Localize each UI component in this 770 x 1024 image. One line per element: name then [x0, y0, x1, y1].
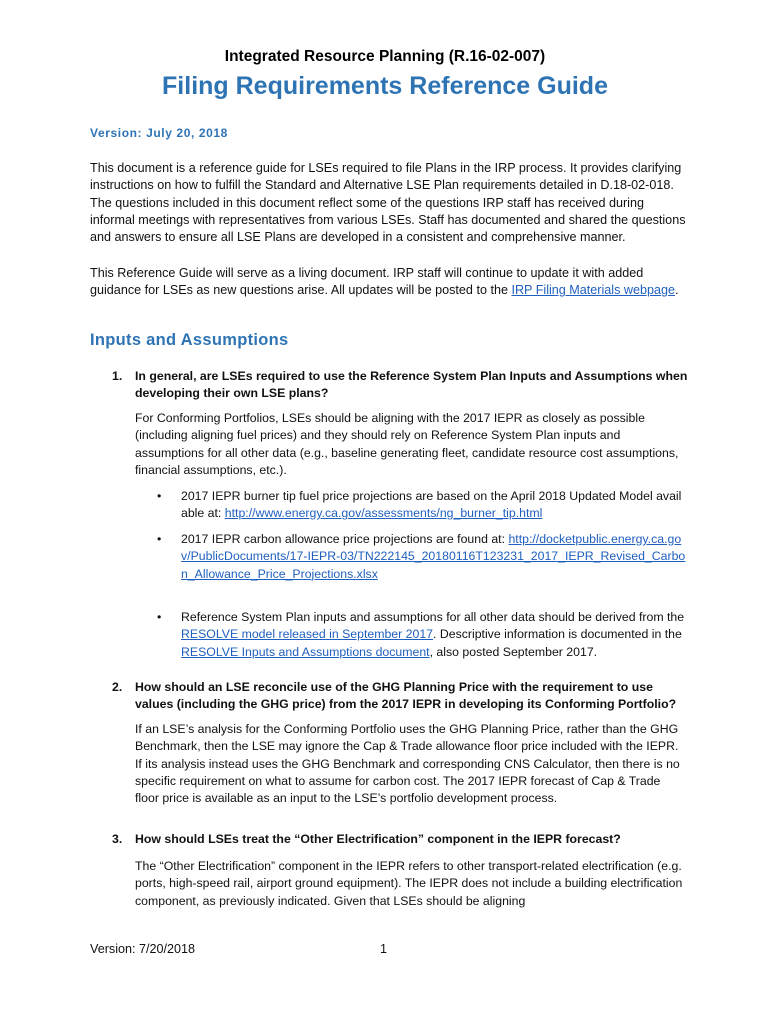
question-number: 1. [112, 369, 123, 383]
intro-paragraph-2-end: . [675, 283, 679, 298]
bullet-icon: • [157, 610, 162, 624]
list-item [157, 609, 687, 661]
question-text: How should LSEs treat the “Other Electrification” component in the IEPR forecast? [135, 832, 621, 846]
list-item-text: 2017 IEPR carbon allowance price projections are found at: http://docketpublic.energy.ca.gov/PublicDocuments/17-IEPR-03/TN222145_20180116T123231_2017_IEPR_Revised_Carbon_Allowance_Price_Projections.xlsx [181, 532, 686, 581]
bullet-icon: • [157, 532, 162, 546]
bullet-icon: • [157, 489, 162, 503]
question-text: How should an LSE reconcile use of the GHG Planning Price with the requirement to use values (including the GHG price) from the 2017 IEPR in developing its Conforming Portfolio? [135, 680, 677, 712]
question-number: 2. [112, 680, 123, 694]
irp-filing-materials-link[interactable]: IRP Filing Materials webpage [511, 283, 676, 298]
list-item-text: Reference System Plan inputs and assumptions for all other data should be derived from the RESOLVE model released in September 2017. Descriptive information is documented in the RESOLVE Inputs and Assumptions document, also posted September 2017. [181, 610, 685, 659]
carbon-allowance-link[interactable]: http://docketpublic.energy.ca.gov/PublicDocuments/17-IEPR-03/TN222145_20180116T123231_2017_IEPR_Revised_Carbon_Allowance_Price_Projections.xlsx [181, 532, 686, 581]
question-number: 3. [112, 832, 123, 846]
resolve-inputs-link[interactable]: RESOLVE Inputs and Assumptions document [181, 644, 430, 659]
question-3 [112, 831, 688, 848]
list-item-text: 2017 IEPR burner tip fuel price projections are based on the April 2018 Updated Model available at: http://www.energy.ca.gov/assessments/ng_burner_tip.html [181, 489, 682, 521]
list-item [157, 531, 687, 583]
page-number: 1 [380, 942, 388, 956]
section-heading: Inputs and Assumptions [90, 331, 289, 349]
intro-paragraph-2-text: This Reference Guide will serve as a living document. IRP staff will continue to update it with added guidance for LSEs as new questions arise. All updates will be posted to the [90, 266, 644, 298]
answer-3: The “Other Electrification” component in the IEPR refers to other transport-related electrification (e.g. ports, high-speed rail, airport ground equipment). The IEPR does not include a building electrification component, as previously indicated. Given that LSEs should be aligning [135, 859, 683, 908]
footer-version: Version: 7/20/2018 [90, 942, 196, 956]
document-subtitle: Integrated Resource Planning (R.16-02-007) [224, 48, 546, 65]
version-date: Version: July 20, 2018 [90, 126, 228, 140]
answer-2: If an LSE’s analysis for the Conforming Portfolio uses the GHG Planning Price, rather than the GHG Benchmark, then the LSE may ignore the Cap & Trade allowance floor price included with the IEPR. If its analysis instead uses the GHG Benchmark and corresponding CNS Calculator, then there is no specific requirement on what to assume for carbon cost. The 2017 IEPR forecast of Cap & Trade floor price is available as an input to the LSE’s portfolio development process. [135, 722, 680, 806]
list-item [157, 488, 687, 523]
resolve-model-link[interactable]: RESOLVE model released in September 2017 [181, 627, 434, 642]
question-text: In general, are LSEs required to use the Reference System Plan Inputs and Assumptions when developing their own LSE plans? [135, 369, 688, 401]
intro-paragraph-1: This document is a reference guide for LSEs required to file Plans in the IRP process. It provides clarifying instructions on how to fulfill the Standard and Alternative LSE Plan requirements detailed in D.18-02-018. The questions included in this document reflect some of the questions IRP staff has received during informal meetings with representatives from various LSEs. Staff has documented and shared the questions and answers to ensure all LSE Plans are developed in a consistent and comprehensive manner. [90, 161, 686, 245]
question-1 [112, 368, 688, 403]
answer-1: For Conforming Portfolios, LSEs should be aligning with the 2017 IEPR as closely as possible (including aligning fuel prices) and they should rely on Reference System Plan inputs and assumptions for all other data (e.g., baseline generating fleet, candidate resource cost assumptions, financial assumptions, etc.). [135, 411, 679, 477]
intro-paragraph-2 [90, 265, 688, 300]
document-title: Filing Requirements Reference Guide [162, 72, 608, 100]
burner-tip-link[interactable]: http://www.energy.ca.gov/assessments/ng_burner_tip.html [224, 506, 543, 521]
question-2 [112, 679, 688, 714]
